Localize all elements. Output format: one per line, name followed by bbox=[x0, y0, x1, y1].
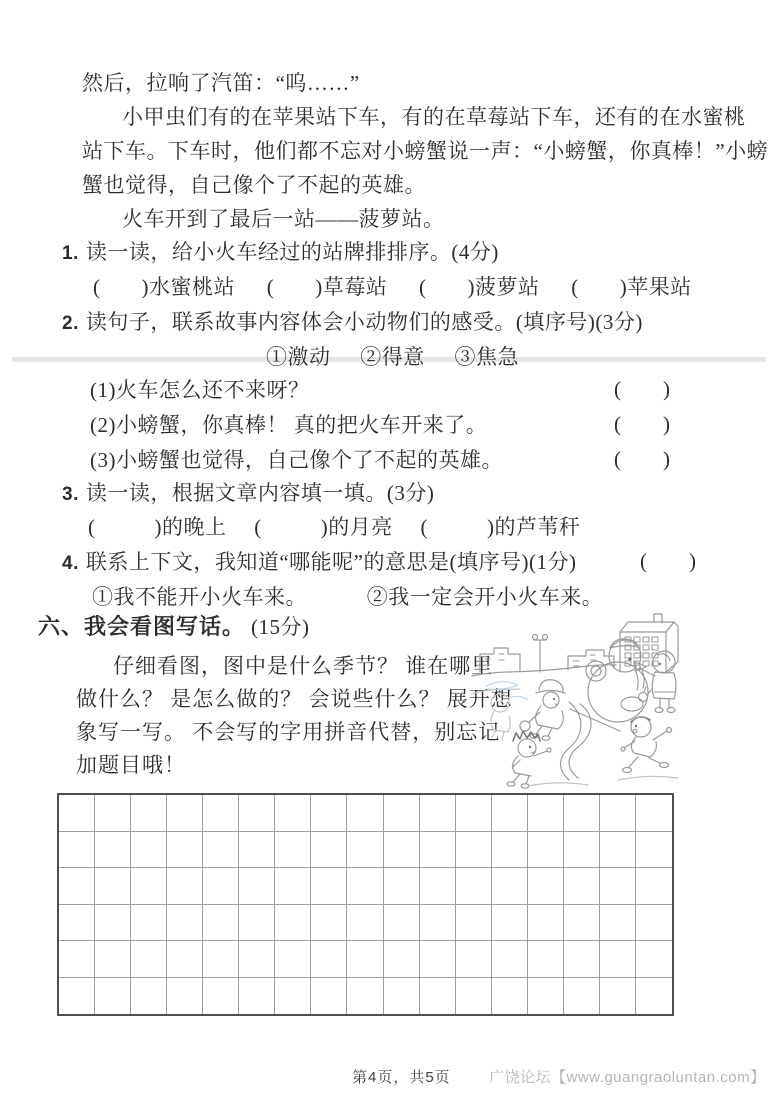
grid-cell bbox=[167, 868, 203, 905]
winter-scene-illustration bbox=[468, 610, 730, 792]
grid-cell bbox=[564, 905, 600, 942]
grid-cell bbox=[564, 795, 600, 832]
grid-cell bbox=[311, 832, 347, 869]
grid-cell bbox=[131, 832, 167, 869]
grid-cell bbox=[203, 905, 239, 942]
passage-line: 站下车。下车时，他们都不忘对小螃蟹说一声：“小螃蟹，你真棒！”小螃 bbox=[82, 139, 769, 163]
station-label: 草莓站 bbox=[322, 275, 388, 299]
grid-cell bbox=[600, 868, 636, 905]
answer-blank: ( ) bbox=[640, 549, 696, 573]
grid-cell bbox=[203, 978, 239, 1015]
q2-options-row bbox=[266, 344, 543, 371]
grid-cell bbox=[311, 941, 347, 978]
question-2-text: 读句子，联系故事内容体会小动物们的感受。(填序号)(3分) bbox=[85, 310, 643, 334]
grid-cell bbox=[492, 905, 528, 942]
grid-cell bbox=[456, 868, 492, 905]
grid-cell bbox=[347, 795, 383, 832]
grid-cell bbox=[492, 868, 528, 905]
answer-blank: ( ) bbox=[571, 275, 628, 299]
grid-cell bbox=[528, 978, 564, 1015]
big-building bbox=[620, 614, 678, 672]
grid-cell bbox=[95, 941, 131, 978]
answer-blank: ( ) bbox=[614, 377, 670, 401]
grid-cell bbox=[492, 978, 528, 1015]
grid-cell bbox=[420, 795, 456, 832]
grid-cell bbox=[347, 905, 383, 942]
question-3-number: 3. bbox=[62, 484, 79, 505]
station-label: 菠萝站 bbox=[475, 275, 540, 299]
grid-cell bbox=[564, 868, 600, 905]
answer-blank: ( ) bbox=[266, 275, 323, 299]
grid-cell bbox=[456, 941, 492, 978]
q2-item: (3)小螃蟹也觉得，自己像个了不起的英雄。 bbox=[90, 448, 503, 472]
child-decorating-snowman bbox=[636, 651, 676, 713]
q4-option: ①我不能开小火车来。 bbox=[92, 585, 307, 609]
grid-cell bbox=[492, 795, 528, 832]
grid-cell bbox=[95, 795, 131, 832]
grid-cell bbox=[167, 795, 203, 832]
section-6-score: (15分) bbox=[251, 615, 310, 639]
grid-cell bbox=[564, 978, 600, 1015]
grid-cell bbox=[131, 795, 167, 832]
snow-rabbit bbox=[621, 687, 651, 711]
grid-cell bbox=[275, 795, 311, 832]
child-sketch-left bbox=[491, 694, 510, 740]
grid-cell bbox=[95, 832, 131, 869]
grid-cell bbox=[347, 978, 383, 1015]
prompt-line: 加题目哦！ bbox=[76, 753, 186, 777]
answer-blank: ( ) bbox=[419, 275, 475, 299]
grid-cell bbox=[239, 905, 275, 942]
fill-label: 的晚上 bbox=[162, 515, 227, 539]
q2-item: (2)小螃蟹，你真棒！ 真的把火车开来了。 bbox=[90, 413, 488, 437]
grid-cell bbox=[636, 832, 672, 869]
grid-cell bbox=[239, 941, 275, 978]
emotion-option: ②得意 bbox=[360, 345, 425, 369]
station-label: 苹果站 bbox=[627, 275, 692, 299]
question-1-text: 读一读，给小火车经过的站牌排排序。(4分) bbox=[85, 240, 499, 264]
grid-cell bbox=[636, 868, 672, 905]
answer-blank: ( ) bbox=[88, 515, 162, 539]
answer-blank: ( ) bbox=[93, 275, 149, 299]
grid-cell bbox=[203, 941, 239, 978]
grid-cell bbox=[167, 905, 203, 942]
q1-stations-row bbox=[93, 274, 718, 301]
passage-line: 蟹也觉得，自己像个了不起的英雄。 bbox=[82, 173, 426, 197]
emotion-option: ①激动 bbox=[266, 345, 331, 369]
question-1-number: 1. bbox=[62, 243, 79, 264]
street-lamp bbox=[534, 640, 546, 672]
grid-cell bbox=[239, 795, 275, 832]
grid-cell bbox=[203, 868, 239, 905]
grid-cell bbox=[564, 832, 600, 869]
station-item bbox=[571, 275, 692, 299]
grid-cell bbox=[347, 941, 383, 978]
grid-cell bbox=[95, 905, 131, 942]
grid-cell bbox=[203, 832, 239, 869]
grid-cell bbox=[420, 868, 456, 905]
grid-cell bbox=[131, 868, 167, 905]
grid-cell bbox=[59, 868, 95, 905]
grid-cell bbox=[600, 978, 636, 1015]
grid-cell bbox=[636, 978, 672, 1015]
grid-cell bbox=[384, 978, 420, 1015]
grid-cell bbox=[420, 941, 456, 978]
question-3-text: 读一读，根据文章内容填一填。(3分) bbox=[85, 481, 435, 505]
grid-cell bbox=[275, 832, 311, 869]
question-4-text: 联系上下文，我知道“哪能呢”的意思是(填序号)(1分) bbox=[85, 550, 577, 574]
grid-cell bbox=[456, 832, 492, 869]
grid-cell bbox=[420, 905, 456, 942]
grid-cell bbox=[131, 978, 167, 1015]
station-item bbox=[419, 275, 540, 299]
answer-blank: ( ) bbox=[420, 515, 495, 539]
section-6-title: 六、我会看图写话。 bbox=[38, 614, 246, 639]
grid-cell bbox=[131, 941, 167, 978]
grid-cell bbox=[59, 941, 95, 978]
grid-cell bbox=[384, 941, 420, 978]
q3-fills-row bbox=[88, 514, 603, 541]
snow-ground-marks bbox=[528, 776, 678, 786]
answer-blank: ( ) bbox=[614, 412, 670, 436]
grid-cell bbox=[59, 905, 95, 942]
question-2 bbox=[62, 309, 643, 337]
grid-cell bbox=[528, 941, 564, 978]
grid-cell bbox=[456, 905, 492, 942]
grid-cell bbox=[528, 795, 564, 832]
grid-cell bbox=[203, 795, 239, 832]
question-3 bbox=[62, 480, 434, 508]
prompt-line: 象写一写。 不会写的字用拼音代替，别忘记 bbox=[76, 720, 501, 744]
grid-cell bbox=[564, 941, 600, 978]
grid-cell bbox=[347, 832, 383, 869]
section-6-heading bbox=[38, 613, 310, 641]
grid-cell bbox=[384, 905, 420, 942]
footer-site-credit: 广饶论坛【www.guangraoluntan.com】 bbox=[489, 1069, 766, 1086]
grid-cell bbox=[456, 978, 492, 1015]
grid-cell bbox=[600, 941, 636, 978]
station-label: 水蜜桃站 bbox=[149, 275, 235, 299]
question-2-number: 2. bbox=[62, 313, 79, 334]
answer-blank: ( ) bbox=[614, 447, 670, 471]
grid-cell bbox=[636, 795, 672, 832]
passage-line: 小甲虫们有的在苹果站下车，有的在草莓站下车，还有的在水蜜桃 bbox=[122, 105, 746, 129]
grid-cell bbox=[528, 832, 564, 869]
grid-cell bbox=[420, 978, 456, 1015]
fill-label: 的芦苇秆 bbox=[494, 515, 581, 539]
footer-page-number: 第4页，共5页 bbox=[352, 1069, 451, 1086]
answer-blank: ( ) bbox=[254, 515, 329, 539]
child-with-cap bbox=[520, 680, 565, 740]
grid-cell bbox=[95, 868, 131, 905]
snow-slide-path bbox=[560, 702, 620, 780]
child-running bbox=[621, 717, 672, 773]
question-4 bbox=[62, 549, 576, 577]
grid-cell bbox=[59, 795, 95, 832]
station-item bbox=[267, 275, 388, 299]
grid-cell bbox=[492, 832, 528, 869]
grid-cell bbox=[636, 905, 672, 942]
grid-cell bbox=[275, 905, 311, 942]
grid-cell bbox=[275, 978, 311, 1015]
grid-cell bbox=[528, 905, 564, 942]
fill-label: 的月亮 bbox=[328, 515, 393, 539]
grid-cell bbox=[167, 941, 203, 978]
grid-cell bbox=[600, 832, 636, 869]
grid-cell bbox=[275, 941, 311, 978]
fill-item bbox=[254, 515, 393, 539]
grid-cell bbox=[311, 868, 347, 905]
passage-line: 然后，拉响了汽笛：“呜……” bbox=[82, 71, 360, 95]
grid-cell bbox=[384, 795, 420, 832]
question-4-number: 4. bbox=[62, 553, 79, 574]
grid-cell bbox=[59, 978, 95, 1015]
q4-options-row bbox=[92, 584, 603, 611]
grid-cell bbox=[275, 868, 311, 905]
grid-cell bbox=[636, 941, 672, 978]
question-1 bbox=[62, 239, 499, 267]
station-item bbox=[93, 275, 235, 299]
grid-cell bbox=[167, 978, 203, 1015]
writing-grid bbox=[57, 793, 674, 1016]
grid-cell bbox=[384, 868, 420, 905]
grid-cell bbox=[492, 941, 528, 978]
grid-cell bbox=[95, 978, 131, 1015]
prompt-line: 仔细看图，图中是什么季节？ 谁在哪里 bbox=[113, 654, 494, 678]
grid-cell bbox=[311, 795, 347, 832]
grid-cell bbox=[311, 905, 347, 942]
grid-cell bbox=[600, 795, 636, 832]
grid-cell bbox=[384, 832, 420, 869]
grid-cell bbox=[239, 868, 275, 905]
passage-line: 火车开到了最后一站——菠萝站。 bbox=[122, 207, 445, 231]
grid-cell bbox=[239, 832, 275, 869]
emotion-option: ③焦急 bbox=[454, 345, 519, 369]
q2-item: (1)火车怎么还不来呀？ bbox=[90, 378, 310, 402]
grid-cell bbox=[528, 868, 564, 905]
grid-cell bbox=[239, 978, 275, 1015]
grid-cell bbox=[347, 868, 383, 905]
fill-item bbox=[88, 515, 227, 539]
grid-cell bbox=[311, 978, 347, 1015]
prompt-line: 做什么？ 是怎么做的？ 会说些什么？ 展开想 bbox=[76, 687, 513, 711]
grid-cell bbox=[59, 832, 95, 869]
grid-cell bbox=[131, 905, 167, 942]
grid-cell bbox=[167, 832, 203, 869]
grid-cell bbox=[600, 905, 636, 942]
grid-cell bbox=[420, 832, 456, 869]
fill-item bbox=[421, 515, 581, 539]
q4-option: ②我一定会开小火车来。 bbox=[366, 585, 604, 609]
grid-cell bbox=[456, 795, 492, 832]
